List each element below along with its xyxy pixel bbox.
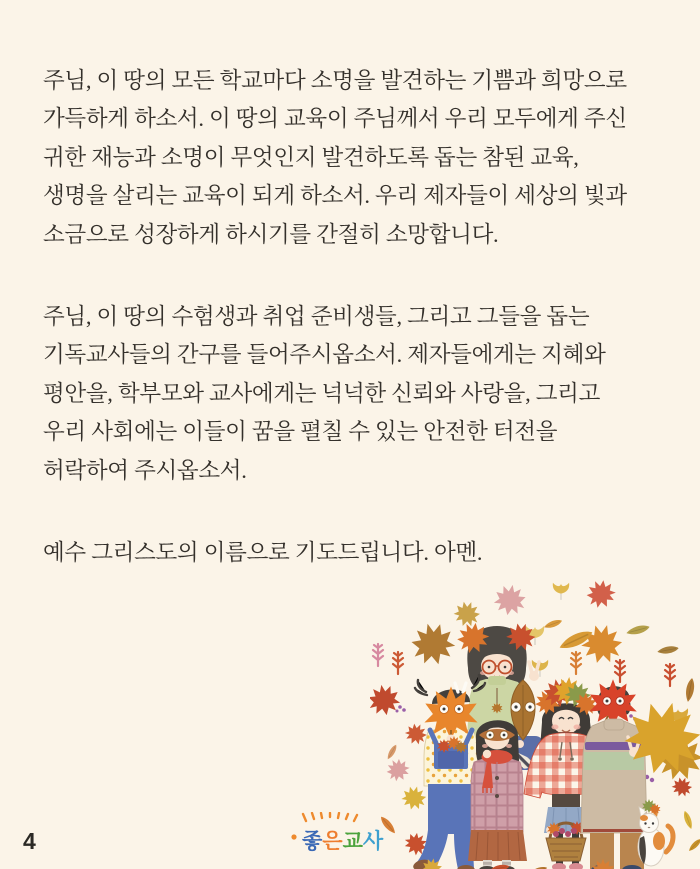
logo-good-teacher (290, 812, 400, 858)
prayer-line: 귀한 재능과 소명이 무엇인지 발견하도록 돕는 참된 교육, (43, 144, 579, 170)
logo-text (302, 825, 383, 855)
prayer-paragraph (43, 62, 673, 254)
logo-letter: 교 (342, 830, 363, 853)
prayer-line: 소금으로 성장하게 하시기를 간절히 소망합니다. (43, 221, 499, 247)
prayer-line: 허락하여 주시옵소서. (43, 457, 247, 483)
prayer-line: 생명을 살리는 교육이 되게 하소서. 우리 제자들이 세상의 빛과 (43, 183, 627, 209)
prayer-line: 가득하게 하소서. 이 땅의 교육이 주님께서 우리 모두에게 주신 (43, 106, 627, 132)
prayer-paragraph (43, 298, 673, 490)
prayer-text (43, 62, 673, 616)
child-scarf (468, 720, 527, 869)
prayer-paragraph (43, 534, 673, 572)
calico-cat (638, 799, 673, 866)
logo-letter: 사 (362, 830, 384, 853)
logo-letter: 좋 (302, 830, 323, 853)
prayer-line: 주님, 이 땅의 모든 학교마다 소명을 발견하는 기쁨과 희망으로 (43, 68, 627, 93)
autumn-children-illustration (370, 580, 700, 869)
prayer-line: 평안을, 학부모와 교사에게는 넉넉한 신뢰와 사랑을, 그리고 (43, 380, 601, 406)
prayer-line: 우리 사회에는 이들이 꿈을 펼칠 수 있는 안전한 터전을 (43, 419, 558, 445)
prayer-line: 기독교사들의 간구를 들어주시옵소서. 제자들에게는 지혜와 (43, 342, 606, 368)
page-number: 4 (23, 828, 36, 854)
prayer-line: 주님, 이 땅의 수험생과 취업 준비생들, 그리고 그들을 돕는 (43, 304, 590, 330)
logo-letter: 은 (322, 830, 343, 853)
prayer-line: 예수 그리스도의 이름으로 기도드립니다. 아멘. (43, 540, 483, 566)
